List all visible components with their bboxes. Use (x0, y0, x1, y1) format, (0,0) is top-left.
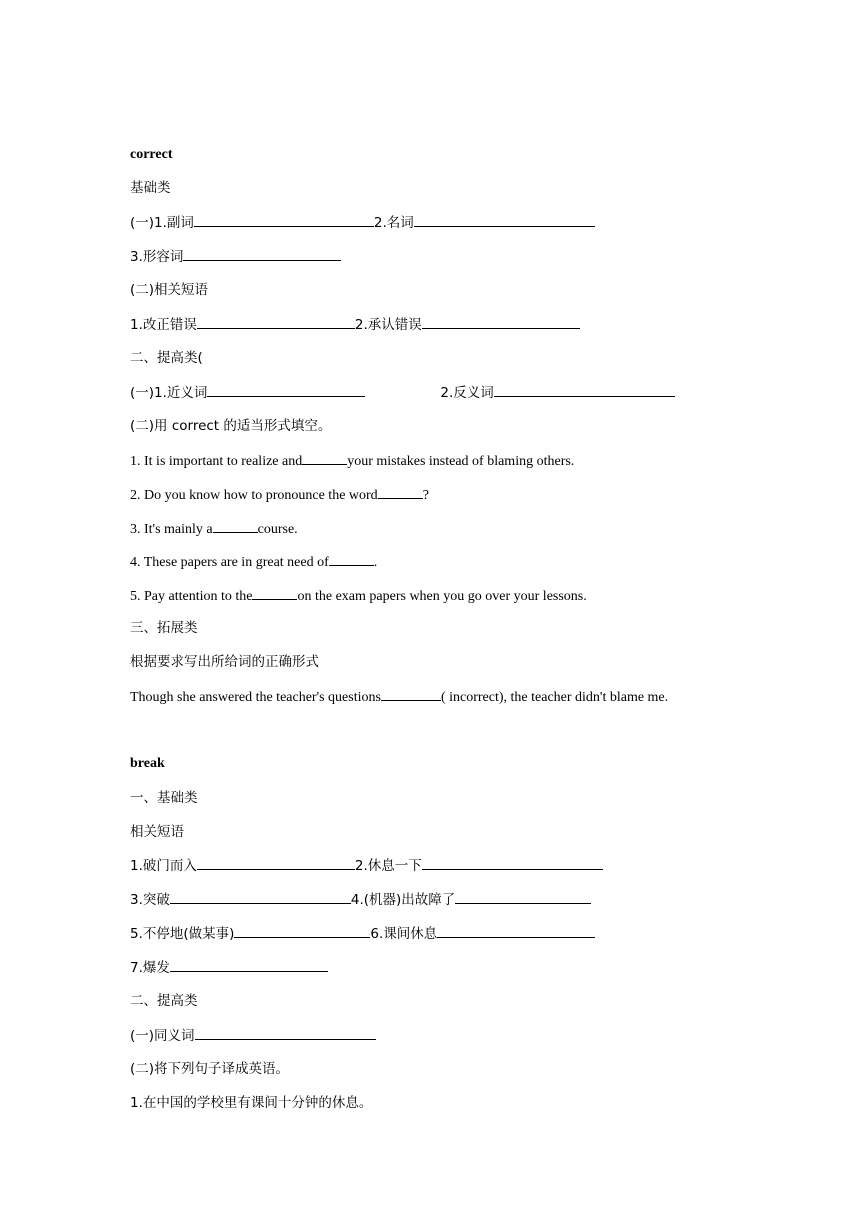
phrase-class-break-blank[interactable] (437, 923, 595, 938)
extension-sentence-end: ( incorrect), the teacher didn't blame me. (440, 690, 669, 705)
sentence-2 (130, 484, 429, 504)
break-synonym-blank[interactable] (195, 1025, 376, 1040)
phrase-break-in-label: 1.破门而入 (130, 858, 197, 874)
extension-instruction: 根据要求写出所给词的正确形式 (130, 654, 319, 670)
word-forms-line (130, 212, 595, 232)
extension-sentence-start: Though she answered the teacher's questions (130, 690, 381, 705)
break-synonym-line (130, 1025, 376, 1045)
break-advanced-heading: 二、提高类 (130, 993, 198, 1009)
break-phrases-line-1 (130, 855, 603, 875)
sentence-5-blank[interactable] (252, 585, 297, 600)
fill-in-heading: (二)用 correct 的适当形式填空。 (130, 418, 332, 434)
phrase-break-in-blank[interactable] (197, 855, 355, 870)
sentence-3-end: course. (257, 522, 298, 537)
break-phrases-line-4 (130, 957, 328, 977)
phrase-admit-mistakes-label: 2.承认错误 (354, 317, 422, 333)
break-phrases-line-3 (130, 923, 595, 943)
phrase-class-break-label: 6.课间休息 (370, 926, 438, 942)
sentence-4-blank[interactable] (329, 551, 374, 566)
synonym-label: (一)1.近义词 (130, 385, 208, 401)
translate-heading: (二)将下列句子译成英语。 (130, 1061, 290, 1077)
break-synonym-label: (一)同义词 (130, 1028, 195, 1044)
adverb-blank[interactable] (194, 212, 374, 227)
sentence-3 (130, 518, 298, 538)
sentence-2-end: ? (422, 488, 429, 503)
sentence-4-start: 4. These papers are in great need of (130, 555, 329, 570)
sentence-2-blank[interactable] (378, 484, 423, 499)
phrase-admit-mistakes-blank[interactable] (422, 314, 580, 329)
sentence-4 (130, 551, 377, 571)
sentence-3-blank[interactable] (213, 518, 258, 533)
extension-sentence-blank[interactable] (381, 686, 441, 701)
sentence-1 (130, 450, 574, 470)
adjective-label: 3.形容词 (130, 249, 184, 265)
section-title-break: break (130, 756, 165, 771)
section-title-correct: correct (130, 147, 173, 162)
phrase-without-a-break-label: 5.不停地(做某事) (130, 926, 235, 942)
phrase-break-out-label: 7.爆发 (130, 960, 170, 976)
phrase-break-through-blank[interactable] (170, 889, 351, 904)
phrase-take-a-break-label: 2.休息一下 (354, 858, 422, 874)
phrase-take-a-break-blank[interactable] (422, 855, 603, 870)
phrase-break-down-blank[interactable] (455, 889, 591, 904)
phrases-heading: (二)相关短语 (130, 282, 209, 298)
adverb-label: (一)1.副词 (130, 215, 194, 231)
basic-heading: 基础类 (130, 180, 171, 196)
sentence-5 (130, 585, 587, 605)
noun-blank[interactable] (414, 212, 595, 227)
synonym-blank[interactable] (207, 382, 365, 397)
sentence-1-blank[interactable] (302, 450, 347, 465)
extension-heading: 三、拓展类 (130, 620, 198, 636)
adjective-blank[interactable] (183, 246, 341, 261)
break-basic-heading: 一、基础类 (130, 790, 198, 806)
phrase-break-out-blank[interactable] (170, 957, 328, 972)
noun-label: 2.名词 (373, 215, 414, 231)
extension-sentence (130, 686, 668, 706)
translate-sentence-1: 1.在中国的学校里有课间十分钟的休息。 (130, 1095, 373, 1111)
synonym-antonym-line (130, 382, 675, 402)
break-phrases-heading: 相关短语 (130, 824, 184, 840)
sentence-3-start: 3. It's mainly a (130, 522, 213, 537)
break-phrases-line-2 (130, 889, 591, 909)
antonym-label: 2.反义词 (440, 385, 494, 401)
phrase-correct-mistakes-blank[interactable] (197, 314, 355, 329)
sentence-4-end: . (373, 555, 378, 570)
phrase-correct-mistakes-label: 1.改正错误 (130, 317, 197, 333)
sentence-5-end: on the exam papers when you go over your lessons. (297, 589, 587, 604)
sentence-2-start: 2. Do you know how to pronounce the word (130, 488, 378, 503)
sentence-1-end: your mistakes instead of blaming others. (347, 454, 575, 469)
phrase-break-down-label: 4.(机器)出故障了 (350, 892, 456, 908)
phrase-without-a-break-blank[interactable] (234, 923, 370, 938)
phrase-break-through-label: 3.突破 (130, 892, 170, 908)
advanced-heading: 二、提高类( (130, 350, 203, 366)
sentence-5-start: 5. Pay attention to the (130, 589, 253, 604)
sentence-1-start: 1. It is important to realize and (130, 454, 303, 469)
phrases-line (130, 314, 580, 334)
adjective-line (130, 246, 341, 266)
antonym-blank[interactable] (494, 382, 675, 397)
